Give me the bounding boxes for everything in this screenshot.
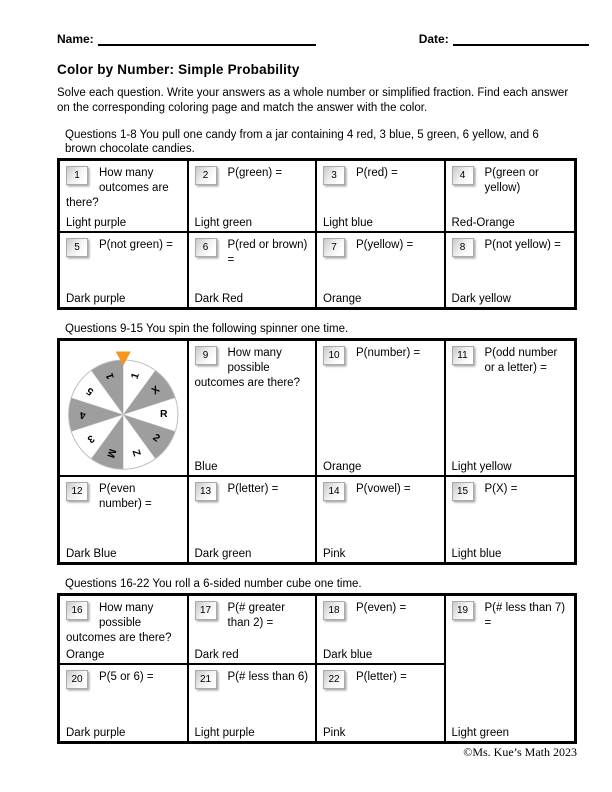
name-label: Name: bbox=[57, 32, 94, 46]
color-answer-label: Orange bbox=[323, 461, 362, 473]
question-number-badge: 15 bbox=[452, 482, 474, 501]
color-answer-label: Light purple bbox=[194, 727, 255, 739]
color-answer-label: Light green bbox=[194, 217, 253, 229]
question-cell-12[interactable] bbox=[60, 477, 189, 562]
question-text: P(X) = bbox=[484, 483, 518, 495]
spinner-cell bbox=[60, 341, 189, 477]
spinner-sector-label: Z bbox=[129, 448, 142, 458]
color-answer-label: Light purple bbox=[66, 217, 127, 229]
spinner-sector-label: 1 bbox=[104, 371, 117, 381]
question-number-badge: 10 bbox=[323, 346, 345, 365]
question-number-badge: 18 bbox=[323, 601, 345, 620]
question-cell-5[interactable] bbox=[60, 233, 189, 307]
color-answer-label: Red-Orange bbox=[451, 217, 515, 229]
question-text: P(odd number or a letter) = bbox=[484, 347, 558, 374]
color-answer-label: Dark yellow bbox=[451, 293, 511, 305]
spinner-sector-label: 2 bbox=[150, 432, 162, 445]
name-date-row bbox=[57, 32, 577, 46]
date-blank-line[interactable] bbox=[453, 32, 589, 46]
color-answer-label: Dark Red bbox=[194, 293, 244, 305]
question-text: P(even number) = bbox=[99, 483, 152, 510]
color-answer-label: Dark purple bbox=[66, 293, 126, 305]
question-text: P(letter) = bbox=[356, 671, 407, 683]
spinner-sector-label: X bbox=[150, 384, 163, 398]
name-blank-line[interactable] bbox=[98, 32, 316, 46]
question-cell-13[interactable] bbox=[189, 477, 318, 562]
question-text: P(green or yellow) bbox=[484, 167, 539, 194]
page-title: Color by Number: Simple Probability bbox=[57, 62, 300, 77]
section1-header: Questions 1-8 You pull one candy from a jar containing 4 red, 3 blue, 5 green, 6 yellow, and 6 brown chocolate candies. bbox=[65, 129, 539, 155]
question-text: How many possible outcomes are there? bbox=[66, 602, 172, 644]
question-number-badge: 8 bbox=[452, 238, 474, 257]
color-answer-label: Light blue bbox=[323, 217, 373, 229]
color-answer-label: Dark green bbox=[194, 548, 252, 560]
question-cell-3[interactable] bbox=[317, 161, 446, 233]
question-cell-1[interactable] bbox=[60, 161, 189, 233]
question-text: How many outcomes are there? bbox=[66, 167, 169, 209]
question-text: P(# less than 6) bbox=[227, 671, 309, 683]
spinner-sector-label: 1 bbox=[129, 371, 142, 381]
color-answer-label: Orange bbox=[66, 649, 105, 661]
question-text: P(number) = bbox=[356, 347, 421, 359]
color-answer-label: Pink bbox=[323, 727, 346, 739]
question-text: P(5 or 6) = bbox=[99, 671, 154, 683]
color-answer-label: Dark Blue bbox=[66, 548, 117, 560]
date-label: Date: bbox=[418, 32, 449, 46]
question-number-badge: 20 bbox=[66, 670, 88, 689]
section2-header: Questions 9-15 You spin the following spinner one time. bbox=[65, 323, 349, 335]
question-cell-2[interactable] bbox=[189, 161, 318, 233]
spinner-sector-label: 5 bbox=[84, 384, 97, 397]
question-text: P(even) = bbox=[356, 602, 407, 614]
question-cell-4[interactable] bbox=[446, 161, 575, 233]
question-cell-16[interactable] bbox=[60, 596, 189, 665]
question-number-badge: 7 bbox=[323, 238, 345, 257]
question-number-badge: 5 bbox=[66, 238, 88, 257]
question-cell-7[interactable] bbox=[317, 233, 446, 307]
question-text: How many possible outcomes are there? bbox=[194, 347, 300, 389]
question-number-badge: 13 bbox=[195, 482, 217, 501]
question-number-badge: 17 bbox=[195, 601, 217, 620]
question-cell-20[interactable] bbox=[60, 665, 189, 741]
color-answer-label: Light yellow bbox=[451, 461, 512, 473]
name-field bbox=[57, 32, 316, 46]
question-number-badge: 1 bbox=[66, 166, 88, 185]
question-text: P(red) = bbox=[356, 167, 398, 179]
question-text: P(# greater than 2) = bbox=[227, 602, 286, 629]
spinner-sector-label: R bbox=[160, 409, 168, 421]
question-number-badge: 12 bbox=[66, 482, 88, 501]
section3-header: Questions 16-22 You roll a 6-sided number cube one time. bbox=[65, 578, 362, 590]
color-answer-label: Light blue bbox=[451, 548, 502, 560]
spinner-sector-label: M bbox=[104, 447, 118, 459]
question-number-badge: 21 bbox=[195, 670, 217, 689]
question-number-badge: 3 bbox=[323, 166, 345, 185]
question-cell-19[interactable] bbox=[446, 596, 575, 741]
section1-grid bbox=[57, 158, 577, 310]
section3-grid bbox=[57, 593, 577, 744]
spinner-graphic bbox=[62, 341, 185, 475]
question-number-badge: 9 bbox=[195, 346, 217, 365]
question-cell-21[interactable] bbox=[189, 665, 318, 741]
question-text: P(not green) = bbox=[99, 239, 173, 251]
question-number-badge: 19 bbox=[452, 601, 474, 620]
question-number-badge: 14 bbox=[323, 482, 345, 501]
question-text: P(not yellow) = bbox=[484, 239, 561, 251]
color-answer-label: Light green bbox=[451, 727, 510, 739]
question-cell-18[interactable] bbox=[317, 596, 446, 665]
question-cell-14[interactable] bbox=[317, 477, 446, 562]
question-cell-8[interactable] bbox=[446, 233, 575, 307]
color-answer-label: Blue bbox=[194, 461, 218, 473]
question-number-badge: 11 bbox=[452, 346, 474, 365]
question-cell-10[interactable] bbox=[317, 341, 446, 477]
question-cell-15[interactable] bbox=[446, 477, 575, 562]
question-cell-6[interactable] bbox=[189, 233, 318, 307]
question-text: P(letter) = bbox=[227, 483, 279, 495]
question-number-badge: 4 bbox=[452, 166, 474, 185]
section2-grid bbox=[57, 338, 577, 565]
question-text: P(yellow) = bbox=[356, 239, 414, 251]
question-text: P(green) = bbox=[227, 167, 283, 179]
question-cell-17[interactable] bbox=[189, 596, 318, 665]
question-cell-11[interactable] bbox=[446, 341, 575, 477]
date-field bbox=[419, 32, 589, 46]
question-number-badge: 22 bbox=[323, 670, 345, 689]
question-cell-22[interactable] bbox=[317, 665, 446, 741]
question-text: P(red or brown) = bbox=[227, 239, 308, 266]
spinner-sector-label: 3 bbox=[84, 432, 97, 445]
color-answer-label: Dark blue bbox=[323, 649, 373, 661]
question-text: P(# less than 7) = bbox=[484, 602, 566, 629]
spinner-sector-label: 4 bbox=[79, 409, 86, 421]
question-cell-9[interactable] bbox=[189, 341, 318, 477]
question-number-badge: 6 bbox=[195, 238, 217, 257]
color-answer-label: Pink bbox=[323, 548, 346, 560]
copyright-footer: ©Ms. Kue’s Math 2023 bbox=[463, 745, 577, 759]
color-answer-label: Orange bbox=[323, 293, 362, 305]
question-number-badge: 2 bbox=[195, 166, 217, 185]
color-answer-label: Dark red bbox=[194, 649, 239, 661]
instructions-text: Solve each question. Write your answers as a whole number or simplified fraction. Find each answer on the corresponding coloring page and match the answer with the color. bbox=[57, 87, 569, 114]
question-number-badge: 16 bbox=[66, 601, 88, 620]
question-text: P(vowel) = bbox=[356, 483, 411, 495]
color-answer-label: Dark purple bbox=[66, 727, 126, 739]
